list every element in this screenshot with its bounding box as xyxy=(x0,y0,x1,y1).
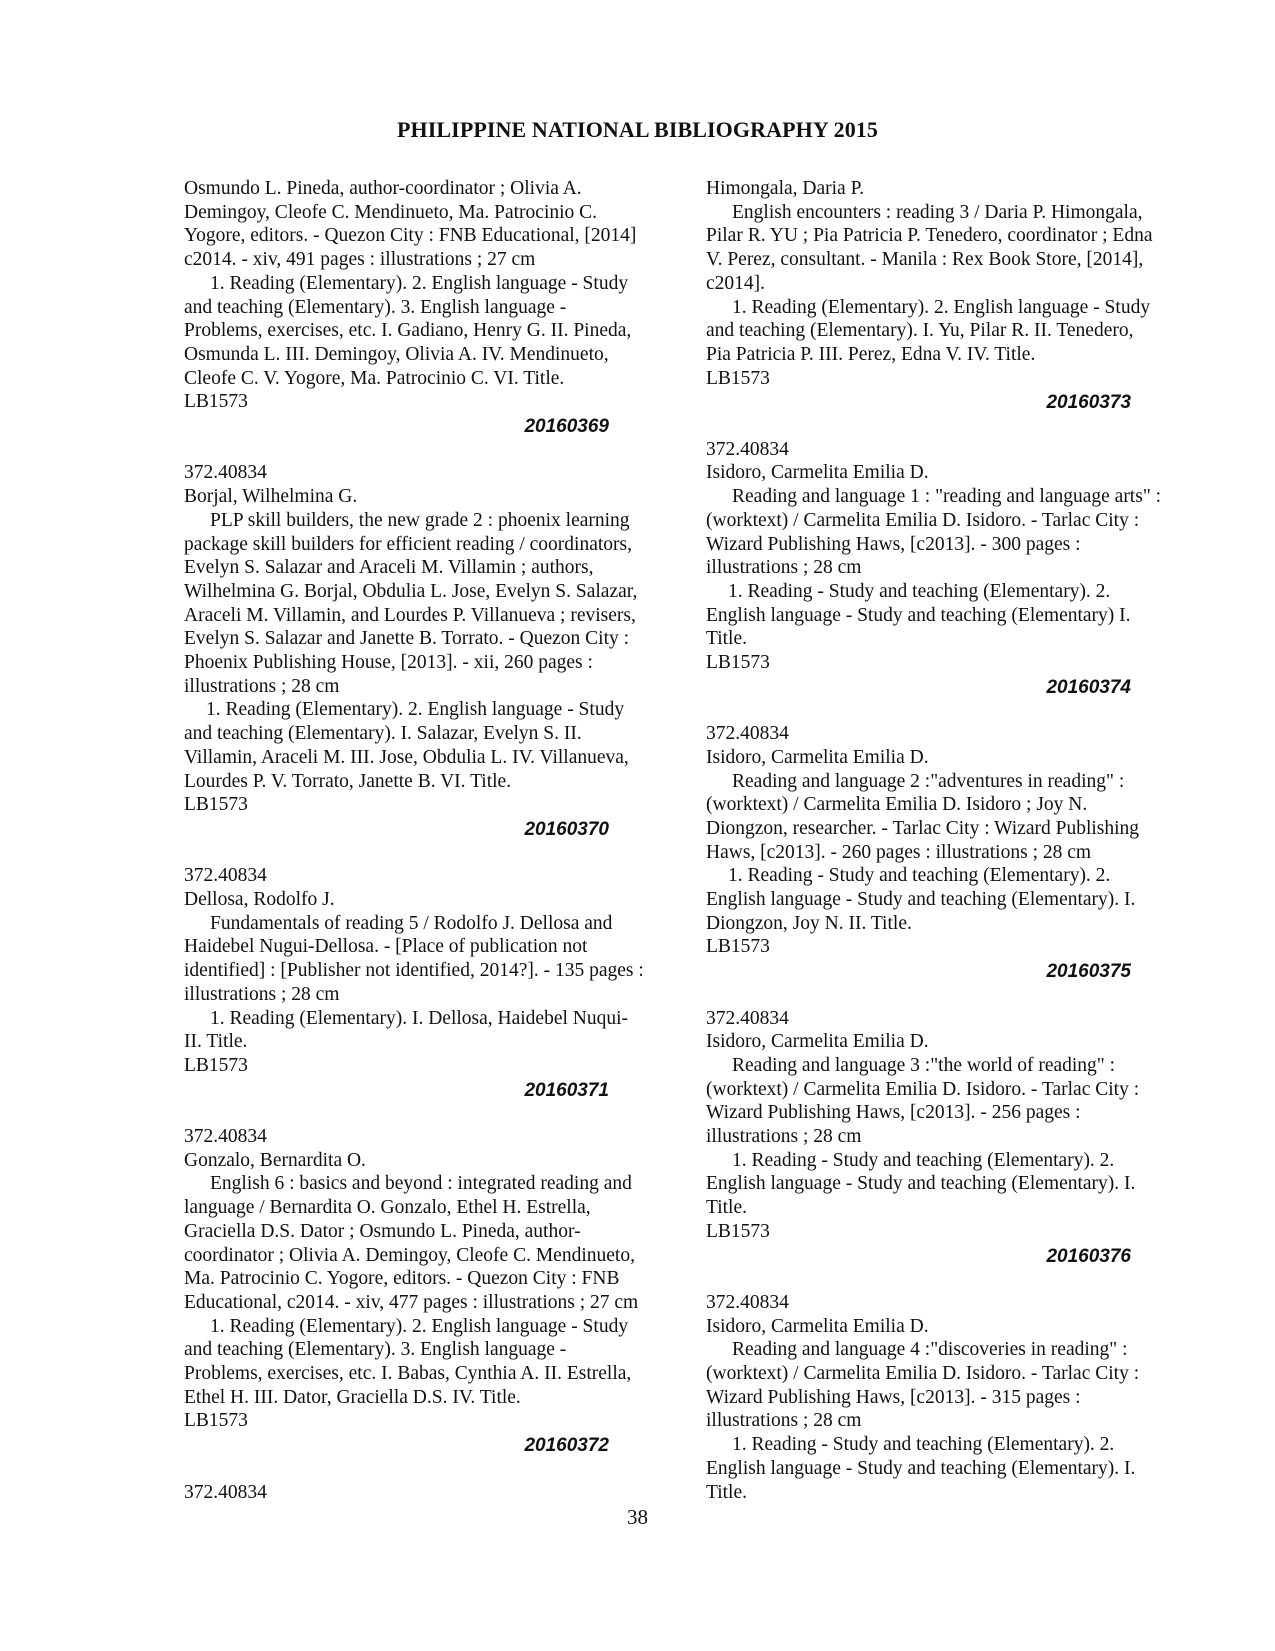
record-number: 20160376 xyxy=(1046,1245,1131,1267)
classification-number: 372.40834 xyxy=(184,1481,267,1503)
text-line: Problems, exercises, etc. I. Babas, Cynthia A. II. Estrella, xyxy=(184,1363,632,1385)
text-line: Title. xyxy=(706,1481,748,1503)
text-line: 1. Reading (Elementary). I. Dellosa, Haidebel Nuqui- xyxy=(210,1007,629,1029)
call-number: LB1573 xyxy=(706,1220,770,1242)
text-line: Reading and language 1 : "reading and language arts" : xyxy=(732,486,1162,508)
author-heading: Gonzalo, Bernardita O. xyxy=(184,1149,366,1171)
text-line: illustrations ; 28 cm xyxy=(184,675,340,697)
text-line: Yogore, editors. - Quezon City : FNB Educational, [2014] xyxy=(184,225,637,247)
text-line: (worktext) / Carmelita Emilia D. Isidoro. - Tarlac City : xyxy=(706,1363,1140,1385)
text-line: English 6 : basics and beyond : integrated reading and xyxy=(210,1173,632,1195)
text-line: Araceli M. Villamin, and Lourdes P. Villanueva ; revisers, xyxy=(184,604,636,626)
author-heading: Dellosa, Rodolfo J. xyxy=(184,889,335,911)
text-line: and teaching (Elementary). 3. English language - xyxy=(184,296,567,318)
text-line: illustrations ; 28 cm xyxy=(706,557,862,579)
text-line: (worktext) / Carmelita Emilia D. Isidoro. - Tarlac City : xyxy=(706,509,1140,531)
text-line: coordinator ; Olivia A. Demingoy, Cleofe C. Mendinueto, xyxy=(184,1244,635,1266)
text-line: 1. Reading (Elementary). 2. English language - Study xyxy=(210,272,629,294)
author-heading: Borjal, Wilhelmina G. xyxy=(184,486,358,508)
text-line: and teaching (Elementary). I. Salazar, Evelyn S. II. xyxy=(184,723,582,745)
text-line: English language - Study and teaching (Elementary). I. xyxy=(706,1457,1136,1479)
text-line: Pilar R. YU ; Pia Patricia P. Tenedero, coordinator ; Edna xyxy=(706,225,1153,247)
text-line: 1. Reading (Elementary). 2. English language - Study xyxy=(206,699,625,721)
text-line: 1. Reading - Study and teaching (Elementary). 2. xyxy=(732,1434,1115,1456)
spacer xyxy=(184,1457,669,1481)
text-line: illustrations ; 28 cm xyxy=(706,1410,862,1432)
text-line: Villamin, Araceli M. III. Jose, Obdulia L. IV. Villanueva, xyxy=(184,746,629,768)
record-number: 20160371 xyxy=(524,1079,609,1101)
text-line: Title. xyxy=(706,1197,748,1219)
text-line: English language - Study and teaching (Elementary) I. xyxy=(706,604,1131,626)
call-number: LB1573 xyxy=(706,367,770,389)
text-line: and teaching (Elementary). I. Yu, Pilar R. II. Tenedero, xyxy=(706,320,1134,342)
text-line: Diongzon, Joy N. II. Title. xyxy=(706,912,912,934)
text-line: V. Perez, consultant. - Manila : Rex Book Store, [2014], xyxy=(706,249,1144,271)
spacer xyxy=(706,698,1191,722)
text-line: identified] : [Publisher not identified, 2014?]. - 135 pages : xyxy=(184,960,644,982)
text-line: Evelyn S. Salazar and Janette B. Torrato. - Quezon City : xyxy=(184,628,630,650)
text-line: Demingoy, Cleofe C. Mendinueto, Ma. Patrocinio C. xyxy=(184,201,598,223)
left-column xyxy=(184,177,669,1504)
text-line: illustrations ; 28 cm xyxy=(184,983,340,1005)
spacer xyxy=(184,841,669,865)
text-line: English language - Study and teaching (Elementary). I. xyxy=(706,889,1136,911)
text-line: Lourdes P. V. Torrato, Janette B. VI. Title. xyxy=(184,770,512,792)
classification-number: 372.40834 xyxy=(706,438,789,460)
classification-number: 372.40834 xyxy=(184,1126,267,1148)
text-line: 1. Reading - Study and teaching (Elementary). 2. xyxy=(728,865,1111,887)
text-line: illustrations ; 28 cm xyxy=(706,1126,862,1148)
text-line: c2014]. xyxy=(706,272,766,294)
text-line: (worktext) / Carmelita Emilia D. Isidoro. - Tarlac City : xyxy=(706,1078,1140,1100)
call-number: LB1573 xyxy=(184,1054,248,1076)
text-line: Problems, exercises, etc. I. Gadiano, Henry G. II. Pineda, xyxy=(184,320,632,342)
classification-number: 372.40834 xyxy=(706,723,789,745)
author-heading: Isidoro, Carmelita Emilia D. xyxy=(706,746,929,768)
classification-number: 372.40834 xyxy=(706,1291,789,1313)
text-line: c2014. - xiv, 491 pages : illustrations ; 27 cm xyxy=(184,249,536,271)
text-line: Haws, [c2013]. - 260 pages : illustrations ; 28 cm xyxy=(706,841,1092,863)
text-line: 1. Reading (Elementary). 2. English language - Study xyxy=(210,1315,629,1337)
right-column xyxy=(706,177,1191,1504)
page-number: 38 xyxy=(627,1505,648,1529)
call-number: LB1573 xyxy=(706,652,770,674)
text-line: Wizard Publishing Haws, [c2013]. - 256 pages : xyxy=(706,1102,1081,1124)
text-line: (worktext) / Carmelita Emilia D. Isidoro ; Joy N. xyxy=(706,794,1088,816)
text-line: English language - Study and teaching (Elementary). I. xyxy=(706,1173,1136,1195)
text-line: language / Bernardita O. Gonzalo, Ethel H. Estrella, xyxy=(184,1197,591,1219)
text-line: Title. xyxy=(706,628,748,650)
record-number: 20160372 xyxy=(524,1435,609,1457)
text-line: Ma. Patrocinio C. Yogore, editors. - Quezon City : FNB xyxy=(184,1268,620,1290)
text-line: Reading and language 3 :"the world of reading" : xyxy=(732,1054,1116,1076)
record-number: 20160369 xyxy=(524,416,609,438)
text-line: Wilhelmina G. Borjal, Obdulia L. Jose, Evelyn S. Salazar, xyxy=(184,580,638,602)
text-line: Osmundo L. Pineda, author-coordinator ; Olivia A. xyxy=(184,178,582,199)
text-line: Graciella D.S. Dator ; Osmundo L. Pineda, author- xyxy=(184,1220,581,1242)
record-number: 20160370 xyxy=(524,818,609,840)
record-number: 20160375 xyxy=(1046,961,1131,983)
text-line: Fundamentals of reading 5 / Rodolfo J. Dellosa and xyxy=(210,912,613,934)
call-number: LB1573 xyxy=(706,936,770,958)
classification-number: 372.40834 xyxy=(706,1007,789,1029)
text-line: Pia Patricia P. III. Perez, Edna V. IV. Title. xyxy=(706,343,1036,365)
call-number: LB1573 xyxy=(184,1410,248,1432)
spacer xyxy=(706,1267,1191,1291)
text-line: Wizard Publishing Haws, [c2013]. - 300 pages : xyxy=(706,533,1081,555)
text-line: and teaching (Elementary). 3. English language - xyxy=(184,1339,567,1361)
text-line: II. Title. xyxy=(184,1031,248,1053)
text-line: Educational, c2014. - xiv, 477 pages : illustrations ; 27 cm xyxy=(184,1291,639,1313)
record-number: 20160374 xyxy=(1046,676,1131,698)
record-number: 20160373 xyxy=(1046,392,1131,414)
classification-number: 372.40834 xyxy=(184,865,267,887)
spacer xyxy=(184,438,669,462)
text-line: Evelyn S. Salazar and Araceli M. Villamin ; authors, xyxy=(184,557,594,579)
text-line: English encounters : reading 3 / Daria P. Himongala, xyxy=(732,201,1143,223)
text-line: PLP skill builders, the new grade 2 : phoenix learning xyxy=(210,509,630,531)
text-line: Reading and language 4 :"discoveries in reading" : xyxy=(732,1339,1128,1361)
author-heading: Isidoro, Carmelita Emilia D. xyxy=(706,1315,929,1337)
text-line: Haidebel Nugui-Dellosa. - [Place of publication not xyxy=(184,936,588,958)
text-line: Ethel H. III. Dator, Graciella D.S. IV. Title. xyxy=(184,1386,521,1408)
text-line: Wizard Publishing Haws, [c2013]. - 315 pages : xyxy=(706,1386,1081,1408)
text-line: Reading and language 2 :"adventures in reading" : xyxy=(732,770,1125,792)
page-title: PHILIPPINE NATIONAL BIBLIOGRAPHY 2015 xyxy=(396,117,879,142)
text-line: 1. Reading - Study and teaching (Elementary). 2. xyxy=(728,580,1111,602)
text-line: 1. Reading - Study and teaching (Elementary). 2. xyxy=(732,1149,1115,1171)
spacer xyxy=(706,983,1191,1007)
text-line: Phoenix Publishing House, [2013]. - xii, 260 pages : xyxy=(184,652,593,674)
text-line: 1. Reading (Elementary). 2. English language - Study xyxy=(732,296,1151,318)
spacer xyxy=(184,1101,669,1125)
author-heading: Isidoro, Carmelita Emilia D. xyxy=(706,1031,929,1053)
classification-number: 372.40834 xyxy=(184,462,267,484)
text-line: Diongzon, researcher. - Tarlac City : Wizard Publishing xyxy=(706,817,1140,839)
call-number: LB1573 xyxy=(184,794,248,816)
text-line: Cleofe C. V. Yogore, Ma. Patrocinio C. VI. Title. xyxy=(184,367,565,389)
text-line: package skill builders for efficient reading / coordinators, xyxy=(184,533,632,555)
spacer xyxy=(706,414,1191,438)
call-number: LB1573 xyxy=(184,391,248,413)
text-line: Osmunda L. III. Demingoy, Olivia A. IV. Mendinueto, xyxy=(184,343,609,365)
author-heading: Isidoro, Carmelita Emilia D. xyxy=(706,462,929,484)
author-heading: Himongala, Daria P. xyxy=(706,178,865,199)
